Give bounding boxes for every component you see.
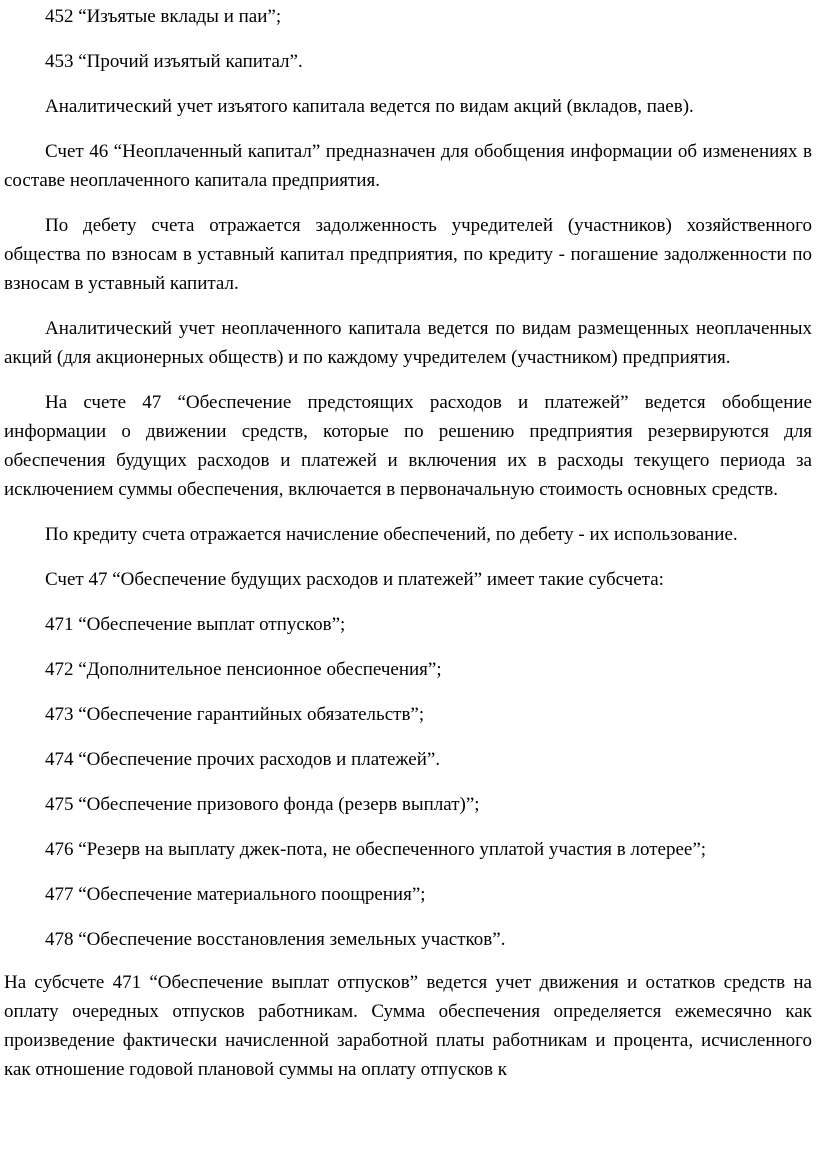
paragraph-analytic-unpaid: Аналитический учет неоплаченного капитала ведется по видам размещенных неоплаченных акций (для акционерных обществ) и по каждому учредителем (участником) предприятия.	[4, 318, 812, 368]
list-item-subaccount-477: 477 “Обеспечение материального поощрения”;	[45, 884, 426, 905]
paragraph-account-47: На счете 47 “Обеспечение предстоящих расходов и платежей” ведется обобщение информации о движении средств, которые по решению предприятия резервируются для обеспечения будущих расходов и платежей и включения их в расходы текущего периода за исключением суммы обеспечения, включается в первоначальную стоимость основных средств.	[4, 392, 812, 500]
list-item-subaccount-475: 475 “Обеспечение призового фонда (резерв выплат)”;	[45, 794, 480, 815]
paragraph-analytic-withdrawn: Аналитический учет изъятого капитала ведется по видам акций (вкладов, паев).	[45, 96, 694, 117]
paragraph-account-46: Счет 46 “Неоплаченный капитал” предназначен для обобщения информации об изменениях в составе неоплаченного капитала предприятия.	[4, 141, 812, 191]
list-item-subaccount-473: 473 “Обеспечение гарантийных обязательств”;	[45, 704, 425, 725]
paragraph-debit-46: По дебету счета отражается задолженность учредителей (участников) хозяйственного общества по взносам в уставный капитал предприятия, по кредиту - погашение задолженности по взносам в уставный капитал.	[4, 215, 812, 294]
list-item-subaccount-472: 472 “Дополнительное пенсионное обеспечения”;	[45, 659, 442, 680]
paragraph-subaccounts-intro: Счет 47 “Обеспечение будущих расходов и платежей” имеет такие субсчета:	[45, 569, 664, 590]
list-item-subaccount-471: 471 “Обеспечение выплат отпусков”;	[45, 614, 346, 635]
list-item-subaccount-474: 474 “Обеспечение прочих расходов и платежей”.	[45, 749, 441, 770]
list-item-subaccount-476: 476 “Резерв на выплату джек-пота, не обеспеченного уплатой участия в лотерее”;	[45, 839, 707, 860]
document-page	[4, 0, 812, 1084]
paragraph-account-453: 453 “Прочий изъятый капитал”.	[45, 51, 303, 72]
paragraph-subaccount-471-details: На субсчете 471 “Обеспечение выплат отпусков” ведется учет движения и остатков средств на оплату очередных отпусков работникам. Сумма обеспечения определяется ежемесячно как произведение фактически начисленной заработной платы работникам и процента, исчисленного как отношение годовой плановой суммы на оплату отпусков к	[4, 972, 812, 1080]
paragraph-account-452: 452 “Изъятые вклады и паи”;	[45, 6, 282, 27]
paragraph-credit-47: По кредиту счета отражается начисление обеспечений, по дебету - их использование.	[45, 524, 738, 545]
list-item-subaccount-478: 478 “Обеспечение восстановления земельных участков”.	[45, 929, 506, 950]
